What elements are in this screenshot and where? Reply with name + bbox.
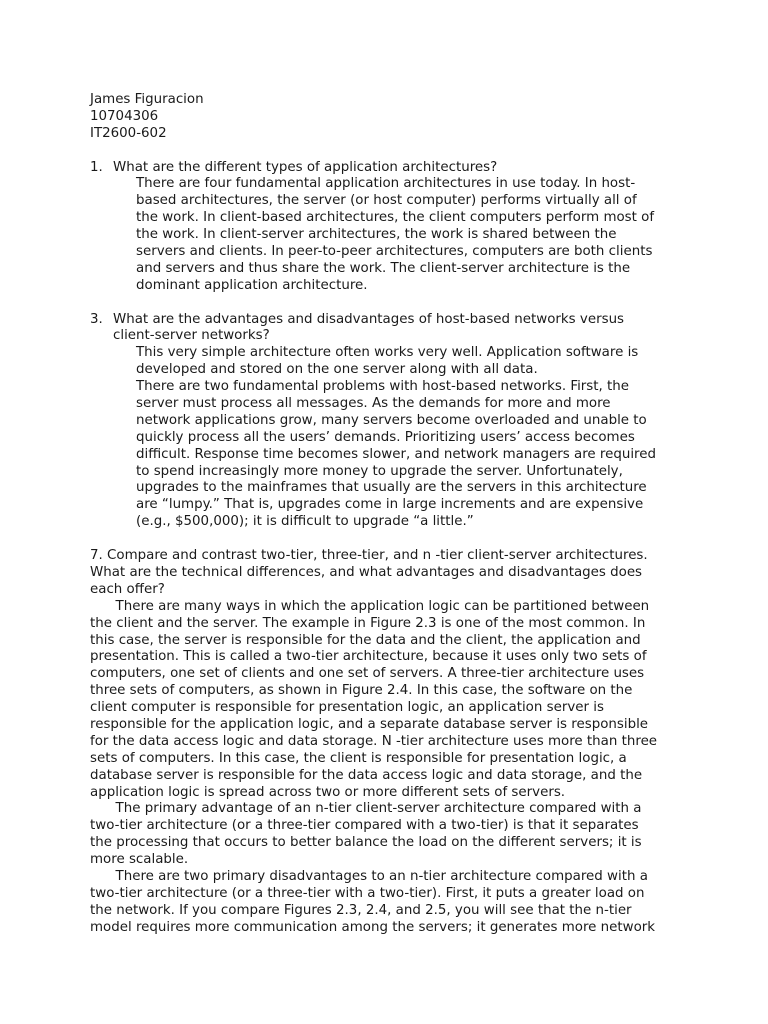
answer-line: upgrades to the mainframes that usually are the servers in this architecture — [136, 480, 647, 496]
answer-line: The primary advantage of an n-tier client-server architecture compared with a — [90, 801, 642, 817]
answer-line: the work. In client-server architectures, the work is shared between the — [136, 227, 617, 243]
answer-1 — [90, 176, 680, 294]
spacer — [90, 143, 680, 160]
answer-line: application logic is spread across two or more different sets of servers. — [90, 784, 566, 800]
answer-line: There are two primary disadvantages to an n-tier architecture compared with a — [90, 868, 648, 884]
student-id: 10704306 — [90, 108, 159, 124]
answer-line: the processing that occurs to better balance the load on the different servers; it is — [90, 835, 642, 851]
answer-line: two-tier architecture (or a three-tier with a two-tier). First, it puts a greater load on — [90, 885, 645, 901]
question-number: 3. — [90, 311, 103, 327]
answer-line: dominant application architecture. — [136, 277, 368, 293]
answer-line: There are four fundamental application architectures in use today. In host- — [136, 176, 636, 192]
answer-line: There are many ways in which the application logic can be partitioned between — [90, 598, 650, 614]
answer-line: to spend increasingly more money to upgrade the server. Unfortunately, — [136, 463, 623, 479]
question-text-continued: What are the technical differences, and what advantages and disadvantages does — [90, 564, 643, 580]
answer-line: network applications grow, many servers become overloaded and unable to — [136, 412, 647, 428]
answer-line: developed and stored on the one server along with all data. — [136, 362, 538, 378]
question-text-continued: each offer? — [90, 581, 165, 597]
answer-line: the network. If you compare Figures 2.3, 2.4, and 2.5, you will see that the n-tier — [90, 902, 632, 918]
answer-line: more scalable. — [90, 852, 189, 868]
answer-line: two-tier architecture (or a three-tier compared with a two-tier) is that it separates — [90, 818, 639, 834]
answer-line: responsible for the application logic, and a separate database server is responsible — [90, 716, 649, 732]
answer-line: client computer is responsible for presentation logic, an application server is — [90, 700, 604, 716]
answer-line: database server is responsible for the data access logic and data storage, and the — [90, 767, 643, 783]
answer-line: sets of computers. In this case, the client is responsible for presentation logic, a — [90, 750, 627, 766]
answer-line: server must process all messages. As the demands for more and more — [136, 396, 611, 412]
spacer — [90, 531, 680, 548]
answer-line: (e.g., $500,000); it is difficult to upgrade “a little.” — [136, 514, 474, 530]
answer-line: There are two fundamental problems with host-based networks. First, the — [136, 379, 630, 395]
answer-line: This very simple architecture often works very well. Application software is — [136, 345, 639, 361]
answer-line: the work. In client-based architectures, the client computers perform most of — [136, 210, 655, 226]
answer-line: model requires more communication among the servers; it generates more network — [90, 919, 656, 935]
question-text: What are the advantages and disadvantages of host-based networks versus — [113, 311, 625, 327]
answer-line: are “lumpy.” That is, upgrades come in large increments and are expensive — [136, 497, 644, 513]
answer-line: based architectures, the server (or host computer) performs virtually all of — [136, 193, 637, 209]
author-name: James Figuracion — [90, 92, 204, 107]
spacer — [90, 295, 680, 312]
question-text: What are the different types of application architectures? — [113, 159, 498, 175]
answer-line: for the data access logic and data storage. N -tier architecture uses more than three — [90, 733, 658, 749]
document-body — [90, 92, 680, 937]
answer-line: three sets of computers, as shown in Figure 2.4. In this case, the software on the — [90, 683, 633, 699]
answer-line: this case, the server is responsible for the data and the client, the application and — [90, 632, 641, 648]
answer-line: the client and the server. The example in Figure 2.3 is one of the most common. In — [90, 615, 646, 631]
answer-line: servers and clients. In peer-to-peer architectures, computers are both clients — [136, 244, 653, 260]
answer-3 — [90, 345, 680, 531]
question-3 — [90, 312, 680, 329]
question-1 — [90, 160, 680, 177]
question-number: 1. — [90, 159, 103, 175]
answer-line: computers, one set of clients and one set of servers. A three-tier architecture uses — [90, 666, 645, 682]
answer-line: presentation. This is called a two-tier architecture, because it uses only two sets of — [90, 649, 647, 665]
course-code: IT2600-602 — [90, 125, 167, 141]
answer-line: difficult. Response time becomes slower, and network managers are required — [136, 446, 657, 462]
question-7: 7. Compare and contrast two-tier, three-tier, and n -tier client-server architectures. — [90, 548, 648, 564]
answer-line: quickly process all the users’ demands. Prioritizing users’ access becomes — [136, 429, 635, 445]
question-text-continued: client-server networks? — [113, 328, 270, 344]
answer-line: and servers and thus share the work. The client-server architecture is the — [136, 260, 631, 276]
